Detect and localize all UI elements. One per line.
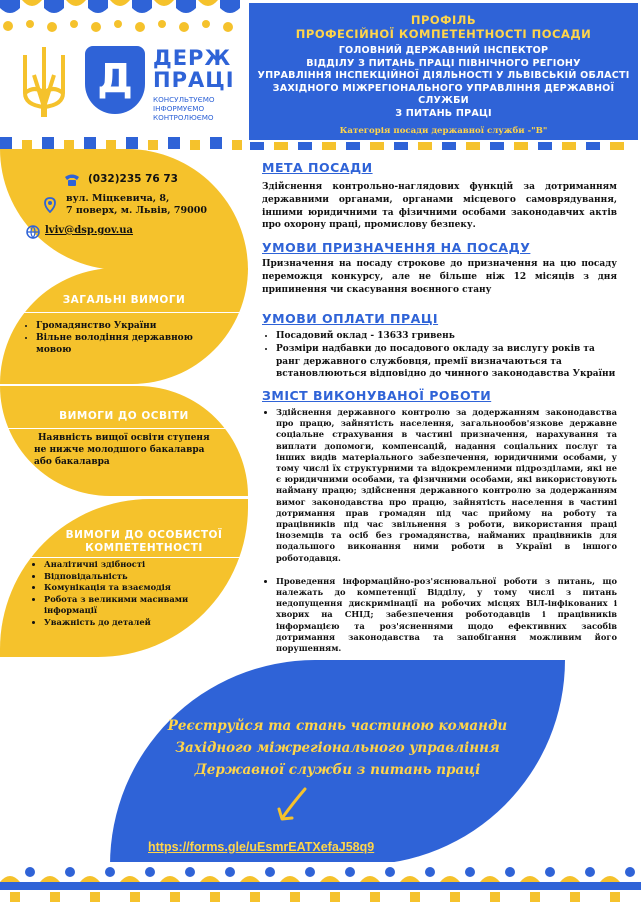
logo-word-2: ПРАЦІ bbox=[153, 68, 235, 92]
general-requirements-block bbox=[0, 268, 248, 384]
email-link[interactable]: lviv@dsp.gov.ua bbox=[45, 225, 134, 236]
location-icon bbox=[44, 197, 56, 213]
general-requirements-label: ЗАГАЛЬНІ ВИМОГИ bbox=[62, 294, 186, 306]
logo bbox=[15, 40, 240, 130]
general-divider bbox=[0, 312, 248, 313]
arrow-down-icon bbox=[273, 785, 313, 825]
purpose-text: Здійснення контрольно-наглядових функцій за дотриманням державними органами, органами місцевого самоврядування, іншими юридичними та фізичними особами законодавчих актів про охорону праці, промислову безпеку. bbox=[262, 182, 617, 231]
registration-link[interactable]: https://forms.gle/uEsmrEATXefaJ58q9 bbox=[148, 840, 375, 854]
list-item: • Відповідальність bbox=[44, 571, 214, 583]
title-line-1: ПРОФІЛЬ bbox=[410, 13, 477, 27]
list-item: • Робота з великими масивами інформації bbox=[44, 594, 214, 617]
list-item: • Комунікація та взаємодія bbox=[44, 582, 214, 594]
logo-badge bbox=[85, 46, 145, 114]
competence-list bbox=[30, 559, 214, 628]
globe-icon bbox=[26, 225, 40, 239]
general-requirements-list bbox=[22, 320, 216, 356]
trident-icon bbox=[19, 45, 69, 120]
pay-list bbox=[262, 330, 617, 381]
list-item: • Розміри надбавки до посадового окладу за вислугу років та ранг державного службовця, премії визначаються та встановлюються відповідно до чинного законодавства України bbox=[276, 343, 617, 381]
list-item: • Громадянство України bbox=[36, 320, 216, 332]
list-item: • Посадовий оклад - 13633 гривень bbox=[276, 330, 617, 343]
ornament-pattern-bottom bbox=[0, 862, 641, 904]
logo-word-1: ДЕРЖ bbox=[153, 46, 232, 70]
logo-tag-1: КОНСУЛЬТУЄМО bbox=[153, 95, 215, 104]
competence-divider bbox=[0, 557, 248, 558]
contact-block bbox=[0, 149, 248, 270]
address-line-2: 7 поверх, м. Львів, 79000 bbox=[66, 205, 207, 216]
address-line-1: вул. Міцкевича, 8, bbox=[66, 193, 170, 204]
education-label: ВИМОГИ ДО ОСВІТИ bbox=[59, 410, 189, 422]
logo-letter: Д bbox=[97, 56, 133, 102]
phone-icon bbox=[64, 173, 80, 187]
cta-text: Реєструйся та стань частиною команди Західного міжрегіонального управління Державної служби з питань праці bbox=[167, 718, 508, 778]
logo-tag-2: ІНФОРМУЄМО bbox=[153, 104, 205, 113]
pay-heading: УМОВИ ОПЛАТИ ПРАЦІ bbox=[262, 311, 439, 326]
appointment-heading: УМОВИ ПРИЗНАЧЕННЯ НА ПОСАДУ bbox=[262, 240, 531, 255]
education-text: Наявність вищої освіти ступеня не нижче молодшого бакалавра або бакалавра bbox=[34, 433, 210, 467]
category: Категорія посади державної служби -"В" bbox=[339, 126, 548, 136]
header bbox=[249, 3, 638, 140]
appointment-text: Призначення на посаду строкове до призначення на цю посаду переможця конкурсу, але не більше ніж 12 місяців з дня припинення чи скасування воєнного стану bbox=[262, 259, 617, 295]
purpose-heading: МЕТА ПОСАДИ bbox=[262, 160, 373, 175]
appointment-section bbox=[262, 240, 617, 296]
duties-list bbox=[262, 407, 617, 654]
logo-tag-3: КОНТРОЛЮЄМО bbox=[153, 113, 214, 122]
cta-block bbox=[110, 660, 565, 865]
list-item: • Аналітичні здібності bbox=[44, 559, 214, 571]
list-item: • Проведення інформаційно-роз'яснювальної роботи з питань, що належать до компетенції Відділу, у тому числі з питань недопущення дискримінації на робочих місцях ВІЛ-інфікованих і хворих на СНІД; забезпечення роботодавців і працівників інформацією та роз'ясненнями щодо ефективних засобів дотримання законодавства та запобігання можливим його порушенням. bbox=[276, 576, 617, 654]
competence-block bbox=[0, 499, 248, 657]
list-item: • Уважність до деталей bbox=[44, 617, 214, 629]
list-item: • Здійснення державного контролю за додержанням законодавства про працю, зайнятість населення, загальнообов'язкове державне соціальне страхування в частині призначення, нарахування та виплати допомоги, компенсацій, надання соціальних послуг та інших видів матеріального забезпечення, юридичними особами, у тому числі їх структурними та відокремленими підрозділами, які не є юридичними особами, та фізичними особами, які використовують найману працю; здійснення державного контролю за додержанням вимог законодавства про працю, зайнятість населення в частині дотримання прав громадян під час прийому на роботу та працівників під час звільнення з роботи, використання праці іноземців та осіб без громадянства, найманих працівників для подальшого виконання ними роботи в Україні в іншого роботодавця. bbox=[276, 407, 617, 564]
list-item: • Вільне володіння державною мовою bbox=[36, 332, 216, 356]
education-divider bbox=[0, 428, 248, 429]
duties-heading: ЗМІСТ ВИКОНУВАНОЇ РОБОТИ bbox=[262, 388, 492, 403]
competence-label: ВИМОГИ ДО ОСОБИСТОЇ КОМПЕТЕНТНОСТІ bbox=[65, 529, 223, 554]
duties-section bbox=[262, 388, 617, 654]
purpose-section bbox=[262, 160, 617, 232]
title-line-2: ПРОФЕСІЙНОЇ КОМПЕТЕНТНОСТІ ПОСАДИ bbox=[295, 27, 592, 41]
pay-section bbox=[262, 311, 617, 381]
phone: (032)235 76 73 bbox=[88, 173, 178, 185]
position-title: ГОЛОВНИЙ ДЕРЖАВНИЙ ІНСПЕКТОР ВІДДІЛУ З ПИТАНЬ ПРАЦІ ПІВНІЧНОГО РЕГІОНУ УПРАВЛІННЯ ІНСПЕКЦІЙНОЇ ДІЯЛЬНОСТІ У ЛЬВІВСЬКІЙ ОБЛАСТІ ЗАХІДНОГО МІЖРЕГІОНАЛЬНОГО УПРАВЛІННЯ ДЕРЖАВНОЇ СЛУЖБИ З ПИТАНЬ ПРАЦІ bbox=[257, 45, 630, 119]
education-block bbox=[0, 386, 248, 496]
